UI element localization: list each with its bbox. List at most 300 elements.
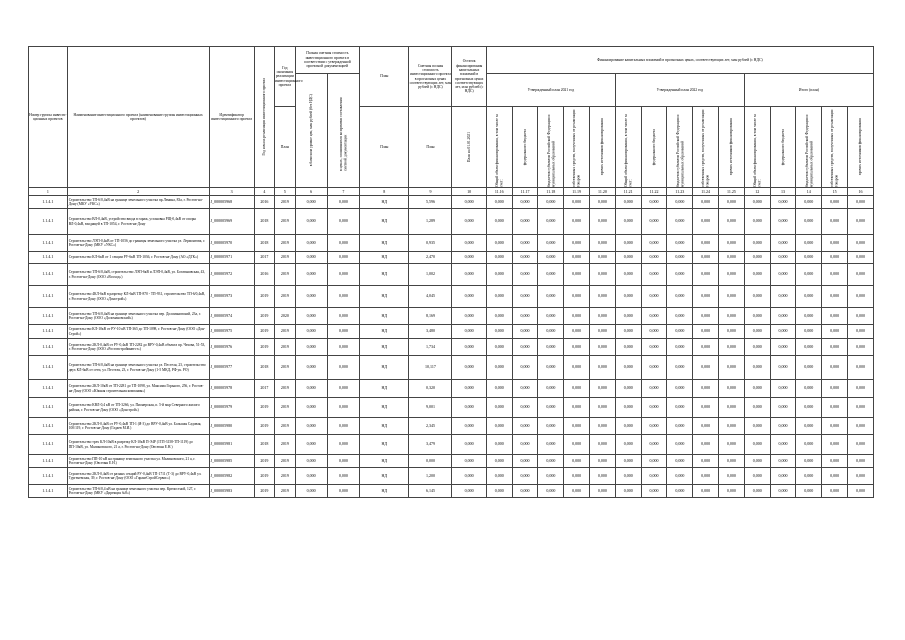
cell-v9: 10,117 <box>409 356 452 380</box>
cell-financing: 0,000 <box>770 235 796 252</box>
cell-financing: 0,000 <box>615 485 641 498</box>
cell-financing: 0,000 <box>538 264 564 286</box>
table-row <box>29 468 874 485</box>
cell-v10: 0,000 <box>452 418 486 435</box>
cell-id: J_000005974 <box>209 308 254 325</box>
cell-v8: НД <box>360 308 409 325</box>
column-number: 11.25 <box>719 188 745 196</box>
header-plan-col8: План <box>360 47 409 107</box>
cell-num: 1.1.4.1 <box>29 196 68 209</box>
cell-financing: 0,000 <box>667 264 693 286</box>
cell-financing: 0,000 <box>848 398 874 418</box>
cell-name: Строительство 2КЛ-0,4кВ от РУ-0,4кВ ТП-1 (Я-3) до ВРУ-0,4кВ ул. Большая Садовая, 100/119, г. Ростов-на-Дону (Гадаев М.И.) <box>67 418 209 435</box>
header-plan-2022: Утвержденный план 2022 год <box>615 74 744 107</box>
cell-financing: 0,000 <box>719 325 745 339</box>
cell-financing: 0,000 <box>848 339 874 356</box>
cell-financing: 0,000 <box>486 468 512 485</box>
cell-financing: 0,000 <box>693 380 719 398</box>
cell-id: J_000005975 <box>209 325 254 339</box>
cell-financing: 0,000 <box>822 398 848 418</box>
cell-financing: 0,000 <box>667 286 693 308</box>
cell-start: 2017 <box>254 252 274 264</box>
cell-v10: 0,000 <box>452 286 486 308</box>
cell-financing: 0,000 <box>641 468 667 485</box>
cell-financing: 0,000 <box>693 252 719 264</box>
cell-financing: 0,000 <box>615 308 641 325</box>
column-number: 4 <box>254 188 274 196</box>
cell-financing: 0,000 <box>796 455 822 468</box>
cell-v10: 0,000 <box>452 455 486 468</box>
cell-financing: 0,000 <box>486 252 512 264</box>
column-number: 7 <box>327 188 359 196</box>
cell-v9: 5,596 <box>409 196 452 209</box>
cell-v6: 0,000 <box>295 455 327 468</box>
cell-name: Строительство ПП-10 кВ на границе земельного участка ул. Малиновского, 21 а, г. Ростов-на-Дону (Овсепян Е.Н.) <box>67 455 209 468</box>
cell-financing: 0,000 <box>667 308 693 325</box>
table-row <box>29 286 874 308</box>
cell-v7: 0,000 <box>327 235 359 252</box>
cell-financing: 0,000 <box>512 264 538 286</box>
cell-v10: 0,000 <box>452 308 486 325</box>
cell-financing: 0,000 <box>822 252 848 264</box>
cell-financing: 0,000 <box>693 485 719 498</box>
cell-financing: 0,000 <box>719 235 745 252</box>
cell-financing: 0,000 <box>667 468 693 485</box>
header-2021-own: собственных средств, полученных от реализации товаров <box>572 109 581 187</box>
cell-financing: 0,000 <box>822 209 848 235</box>
table-row <box>29 325 874 339</box>
cell-financing: 0,000 <box>512 468 538 485</box>
cell-financing: 0,000 <box>564 485 590 498</box>
header-group-number: Номер группы инвести-ционных проектов <box>29 47 68 188</box>
cell-financing: 0,000 <box>719 356 745 380</box>
column-number: 2 <box>67 188 209 196</box>
cell-financing: 0,000 <box>564 209 590 235</box>
cell-v6: 0,000 <box>295 196 327 209</box>
cell-financing: 0,000 <box>667 209 693 235</box>
cell-v7: 0,000 <box>327 418 359 435</box>
cell-v9: 8,169 <box>409 308 452 325</box>
cell-financing: 0,000 <box>744 286 770 308</box>
table-row <box>29 398 874 418</box>
cell-financing: 0,000 <box>512 209 538 235</box>
cell-financing: 0,000 <box>744 380 770 398</box>
cell-financing: 0,000 <box>512 325 538 339</box>
cell-financing: 0,000 <box>615 398 641 418</box>
cell-name: Строительство 2КЛ-0,4кВ от РУ-0,4кВ ТП-2282 до ВРУ-0,4кВ объекта пр. Чехова, 51-53, г. Ростов-на-Дону (ООО «Ростовстройинвест») <box>67 339 209 356</box>
cell-financing: 0,000 <box>719 308 745 325</box>
cell-v9: 0,000 <box>409 455 452 468</box>
cell-v10: 0,000 <box>452 196 486 209</box>
cell-end: 2019 <box>275 339 295 356</box>
cell-financing: 0,000 <box>848 455 874 468</box>
cell-financing: 0,000 <box>848 308 874 325</box>
cell-financing: 0,000 <box>641 356 667 380</box>
cell-financing: 0,000 <box>615 435 641 455</box>
cell-num: 1.1.4.1 <box>29 455 68 468</box>
cell-v8: НД <box>360 485 409 498</box>
header-2022-own: собственных средств, полученных от реализации товаров <box>701 109 710 187</box>
cell-id: J_000005981 <box>209 435 254 455</box>
cell-financing: 0,000 <box>615 196 641 209</box>
cell-financing: 0,000 <box>693 398 719 418</box>
cell-financing: 0,000 <box>564 468 590 485</box>
cell-start: 2018 <box>254 235 274 252</box>
column-number: 9 <box>409 188 452 196</box>
cell-end: 2019 <box>275 380 295 398</box>
cell-id: J_000005972 <box>209 264 254 286</box>
cell-financing: 0,000 <box>641 455 667 468</box>
header-project-id: Идентификатор инвестиционного проекта <box>209 47 254 188</box>
table-row <box>29 380 874 398</box>
cell-v10: 0,000 <box>452 468 486 485</box>
header-2021-other: прочих источников финансирования <box>600 118 605 176</box>
table-row <box>29 196 874 209</box>
column-number: 12 <box>744 188 770 196</box>
cell-financing: 0,000 <box>667 235 693 252</box>
cell-name: Строительство ТП-6/0,4кВ на границе земельного участка ул. Пестеля, 23, строительство двух КЛ-6кВ от сети, ул. Пестеля, 23, г. Ростов-на-Дону (1-5 МКД, РФ ук. РО) <box>67 356 209 380</box>
cell-financing: 0,000 <box>512 485 538 498</box>
cell-financing: 0,000 <box>796 252 822 264</box>
cell-financing: 0,000 <box>744 252 770 264</box>
cell-v7: 0,000 <box>327 380 359 398</box>
cell-financing: 0,000 <box>848 209 874 235</box>
header-start-year: Год начала реализации инвестиционного проекта <box>262 78 267 156</box>
cell-v10: 0,000 <box>452 380 486 398</box>
cell-v10: 0,000 <box>452 325 486 339</box>
cell-financing: 0,000 <box>641 235 667 252</box>
cell-financing: 0,000 <box>486 235 512 252</box>
cell-financing: 0,000 <box>615 325 641 339</box>
cell-financing: 0,000 <box>693 418 719 435</box>
cell-financing: 0,000 <box>848 356 874 380</box>
cell-financing: 0,000 <box>486 418 512 435</box>
cell-v8: НД <box>360 455 409 468</box>
cell-financing: 0,000 <box>590 485 616 498</box>
cell-v10: 0,000 <box>452 209 486 235</box>
cell-v8: НД <box>360 435 409 455</box>
column-number: 3 <box>209 188 254 196</box>
column-number: 13 <box>770 188 796 196</box>
cell-financing: 0,000 <box>641 339 667 356</box>
cell-financing: 0,000 <box>667 339 693 356</box>
cell-financing: 0,000 <box>848 418 874 435</box>
cell-financing: 0,000 <box>796 418 822 435</box>
column-number: 11.24 <box>693 188 719 196</box>
cell-financing: 0,000 <box>564 286 590 308</box>
cell-financing: 0,000 <box>822 235 848 252</box>
cell-id: J_000005982 <box>209 468 254 485</box>
cell-end: 2019 <box>275 356 295 380</box>
column-number: 11.21 <box>615 188 641 196</box>
cell-v10: 0,000 <box>452 252 486 264</box>
cell-v8: НД <box>360 380 409 398</box>
cell-financing: 0,000 <box>693 209 719 235</box>
cell-end: 2019 <box>275 264 295 286</box>
cell-financing: 0,000 <box>667 356 693 380</box>
cell-financing: 0,000 <box>590 339 616 356</box>
cell-financing: 0,000 <box>590 398 616 418</box>
cell-financing: 0,000 <box>770 418 796 435</box>
cell-financing: 0,000 <box>796 264 822 286</box>
table-header <box>29 47 874 188</box>
cell-num: 1.1.4.1 <box>29 380 68 398</box>
cell-v7: 0,000 <box>327 252 359 264</box>
cell-v7: 0,000 <box>327 308 359 325</box>
cell-financing: 0,000 <box>693 286 719 308</box>
cell-financing: 0,000 <box>538 398 564 418</box>
header-total-own: собственных средств, полученных от реализации товаров <box>830 109 839 187</box>
cell-v7: 0,000 <box>327 455 359 468</box>
cell-financing: 0,000 <box>848 196 874 209</box>
column-number: 1 <box>29 188 68 196</box>
cell-financing: 0,000 <box>693 435 719 455</box>
cell-financing: 0,000 <box>590 418 616 435</box>
cell-financing: 0,000 <box>564 455 590 468</box>
cell-financing: 0,000 <box>538 435 564 455</box>
cell-end: 2019 <box>275 398 295 418</box>
cell-end: 2019 <box>275 435 295 455</box>
cell-start: 2019 <box>254 418 274 435</box>
column-number: 14 <box>796 188 822 196</box>
cell-id: J_000005977 <box>209 356 254 380</box>
cell-financing: 0,000 <box>770 252 796 264</box>
cell-num: 1.1.4.1 <box>29 252 68 264</box>
cell-financing: 0,000 <box>744 356 770 380</box>
cell-financing: 0,000 <box>615 264 641 286</box>
cell-name: Строительство 2КЛ-10кВ от ТП-2281 до ТП-1098, ул. Максима Горького, 256, г. Ростов-на-Дону (ООО «Южная строительная компания») <box>67 380 209 398</box>
cell-financing: 0,000 <box>486 398 512 418</box>
cell-financing: 0,000 <box>590 455 616 468</box>
cell-financing: 0,000 <box>667 455 693 468</box>
table-row <box>29 418 874 435</box>
cell-financing: 0,000 <box>667 418 693 435</box>
cell-financing: 0,000 <box>693 325 719 339</box>
cell-financing: 0,000 <box>512 196 538 209</box>
column-number: 11.20 <box>590 188 616 196</box>
cell-financing: 0,000 <box>770 339 796 356</box>
table-row <box>29 339 874 356</box>
cell-financing: 0,000 <box>538 339 564 356</box>
cell-financing: 0,000 <box>590 196 616 209</box>
cell-financing: 0,000 <box>667 325 693 339</box>
cell-name: Строительство трех КЛ-10кВ в разрезку КЛ-10кВ П-Э4Р (1ТП-3158-ТП-1119) до ПП-10кВ, ул. Малиновского, 21 а, г. Ростов-на-Дону (Овсепян Е.Н.) <box>67 435 209 455</box>
cell-financing: 0,000 <box>486 325 512 339</box>
cell-v8: НД <box>360 264 409 286</box>
cell-v6: 0,000 <box>295 339 327 356</box>
cell-v9: 1,734 <box>409 339 452 356</box>
cell-financing: 0,000 <box>590 435 616 455</box>
cell-financing: 0,000 <box>744 435 770 455</box>
cell-financing: 0,000 <box>512 398 538 418</box>
cell-financing: 0,000 <box>590 209 616 235</box>
cell-financing: 0,000 <box>822 308 848 325</box>
cell-id: J_000005969 <box>209 209 254 235</box>
header-estimate-cost: Сметная полная стоимость инвестиционного проекта в прогнозных ценах соответствующих лет, млн рублей (с НДС) <box>409 47 452 107</box>
cell-financing: 0,000 <box>538 455 564 468</box>
cell-name: Строительство ТП-6/0,4кВ, строительство ЛЭП-6кВ и ЛЭП-0,4кВ, ул. Богатяновская, 43, г. Ростов-на-Дону (ООО «Восход») <box>67 264 209 286</box>
cell-financing: 0,000 <box>796 398 822 418</box>
cell-num: 1.1.4.1 <box>29 435 68 455</box>
cell-start: 2017 <box>254 380 274 398</box>
cell-num: 1.1.4.1 <box>29 339 68 356</box>
cell-financing: 0,000 <box>848 252 874 264</box>
cell-financing: 0,000 <box>744 339 770 356</box>
cell-v10: 0,000 <box>452 264 486 286</box>
table-row <box>29 485 874 498</box>
cell-financing: 0,000 <box>641 380 667 398</box>
cell-financing: 0,000 <box>770 468 796 485</box>
cell-financing: 0,000 <box>512 286 538 308</box>
cell-financing: 0,000 <box>770 485 796 498</box>
cell-financing: 0,000 <box>538 325 564 339</box>
cell-financing: 0,000 <box>667 435 693 455</box>
cell-name: Строительство ТП-6/0,4 кВ на границе земельного участка пер. Крепостной, 127, г. Ростов-на-Дону (МКУ «Дирекция №8») <box>67 485 209 498</box>
cell-start: 2019 <box>254 325 274 339</box>
cell-financing: 0,000 <box>486 339 512 356</box>
cell-v8: НД <box>360 286 409 308</box>
header-2021-regional: бюджетов субъектов Российской Федерации и муниципальных образований <box>546 114 555 187</box>
table-body <box>29 196 874 498</box>
table-row <box>29 209 874 235</box>
cell-financing: 0,000 <box>564 418 590 435</box>
cell-financing: 0,000 <box>486 308 512 325</box>
cell-financing: 0,000 <box>796 339 822 356</box>
cell-financing: 0,000 <box>744 209 770 235</box>
cell-financing: 0,000 <box>693 196 719 209</box>
table-row <box>29 455 874 468</box>
cell-financing: 0,000 <box>693 455 719 468</box>
cell-v9: 3,480 <box>409 325 452 339</box>
header-plan-date: План на 01.01.2021 <box>467 131 471 163</box>
column-number: 11.23 <box>667 188 693 196</box>
cell-financing: 0,000 <box>693 468 719 485</box>
cell-v6: 0,000 <box>295 485 327 498</box>
cell-financing: 0,000 <box>744 325 770 339</box>
column-number: 16 <box>848 188 874 196</box>
table-row <box>29 252 874 264</box>
cell-v7: 0,000 <box>327 209 359 235</box>
cell-financing: 0,000 <box>719 435 745 455</box>
cell-financing: 0,000 <box>667 252 693 264</box>
cell-v9: 1,289 <box>409 209 452 235</box>
cell-financing: 0,000 <box>486 264 512 286</box>
cell-financing: 0,000 <box>693 308 719 325</box>
cell-financing: 0,000 <box>796 196 822 209</box>
header-2022-federal: федерального бюджета <box>651 128 656 166</box>
cell-financing: 0,000 <box>486 455 512 468</box>
cell-financing: 0,000 <box>822 435 848 455</box>
cell-financing: 0,000 <box>512 339 538 356</box>
cell-num: 1.1.4.1 <box>29 418 68 435</box>
cell-v6: 0,000 <box>295 356 327 380</box>
cell-financing: 0,000 <box>512 356 538 380</box>
cell-financing: 0,000 <box>822 485 848 498</box>
cell-financing: 0,000 <box>770 435 796 455</box>
cell-v7: 0,000 <box>327 196 359 209</box>
cell-num: 1.1.4.1 <box>29 485 68 498</box>
cell-financing: 0,000 <box>770 380 796 398</box>
cell-financing: 0,000 <box>770 209 796 235</box>
cell-start: 2019 <box>254 468 274 485</box>
header-2022-regional: бюджетов субъектов Российской Федерации и муниципальных образований <box>675 114 684 187</box>
header-end-year: Год окончания реализации инвестиционного проекта <box>275 47 295 107</box>
cell-financing: 0,000 <box>719 264 745 286</box>
cell-financing: 0,000 <box>641 325 667 339</box>
cell-financing: 0,000 <box>641 398 667 418</box>
cell-financing: 0,000 <box>486 286 512 308</box>
cell-num: 1.1.4.1 <box>29 398 68 418</box>
cell-financing: 0,000 <box>590 380 616 398</box>
cell-start: 2016 <box>254 196 274 209</box>
investment-program-sheet <box>28 46 874 498</box>
cell-num: 1.1.4.1 <box>29 286 68 308</box>
cell-financing: 0,000 <box>848 468 874 485</box>
column-number: 8 <box>360 188 409 196</box>
header-estimate-price: в ценах, сложившихся ко времени составления сметной документации <box>339 96 348 171</box>
cell-financing: 0,000 <box>693 235 719 252</box>
cell-financing: 0,000 <box>693 339 719 356</box>
cell-financing: 0,000 <box>744 308 770 325</box>
cell-financing: 0,000 <box>486 380 512 398</box>
cell-financing: 0,000 <box>822 468 848 485</box>
cell-financing: 0,000 <box>564 356 590 380</box>
cell-financing: 0,000 <box>744 264 770 286</box>
cell-v8: НД <box>360 252 409 264</box>
column-number: 5 <box>275 188 295 196</box>
cell-end: 2019 <box>275 418 295 435</box>
cell-v8: НД <box>360 398 409 418</box>
header-2021-federal: федерального бюджета <box>522 128 527 166</box>
cell-financing: 0,000 <box>770 398 796 418</box>
cell-num: 1.1.4.1 <box>29 235 68 252</box>
cell-financing: 0,000 <box>615 468 641 485</box>
cell-v9: 0,320 <box>409 380 452 398</box>
cell-financing: 0,000 <box>822 380 848 398</box>
cell-end: 2019 <box>275 286 295 308</box>
column-number: 11.17 <box>512 188 538 196</box>
cell-financing: 0,000 <box>538 252 564 264</box>
cell-financing: 0,000 <box>564 308 590 325</box>
cell-financing: 0,000 <box>590 235 616 252</box>
cell-financing: 0,000 <box>564 264 590 286</box>
cell-v9: 9,001 <box>409 398 452 418</box>
cell-financing: 0,000 <box>796 485 822 498</box>
cell-start: 2019 <box>254 485 274 498</box>
cell-financing: 0,000 <box>848 435 874 455</box>
cell-financing: 0,000 <box>615 356 641 380</box>
header-2022-total: Общий объем финансирования, в том числе за счет: <box>623 114 633 187</box>
cell-v9: 2,470 <box>409 252 452 264</box>
cell-financing: 0,000 <box>512 455 538 468</box>
cell-financing: 0,000 <box>693 264 719 286</box>
cell-financing: 0,000 <box>538 196 564 209</box>
cell-v10: 0,000 <box>452 435 486 455</box>
cell-financing: 0,000 <box>641 264 667 286</box>
cell-v7: 0,000 <box>327 264 359 286</box>
column-number: 10 <box>452 188 486 196</box>
cell-financing: 0,000 <box>796 209 822 235</box>
cell-financing: 0,000 <box>796 468 822 485</box>
cell-financing: 0,000 <box>512 308 538 325</box>
cell-v6: 0,000 <box>295 325 327 339</box>
cell-financing: 0,000 <box>615 380 641 398</box>
cell-v9: 1,002 <box>409 264 452 286</box>
cell-financing: 0,000 <box>744 196 770 209</box>
cell-financing: 0,000 <box>641 196 667 209</box>
cell-financing: 0,000 <box>538 468 564 485</box>
cell-financing: 0,000 <box>744 468 770 485</box>
